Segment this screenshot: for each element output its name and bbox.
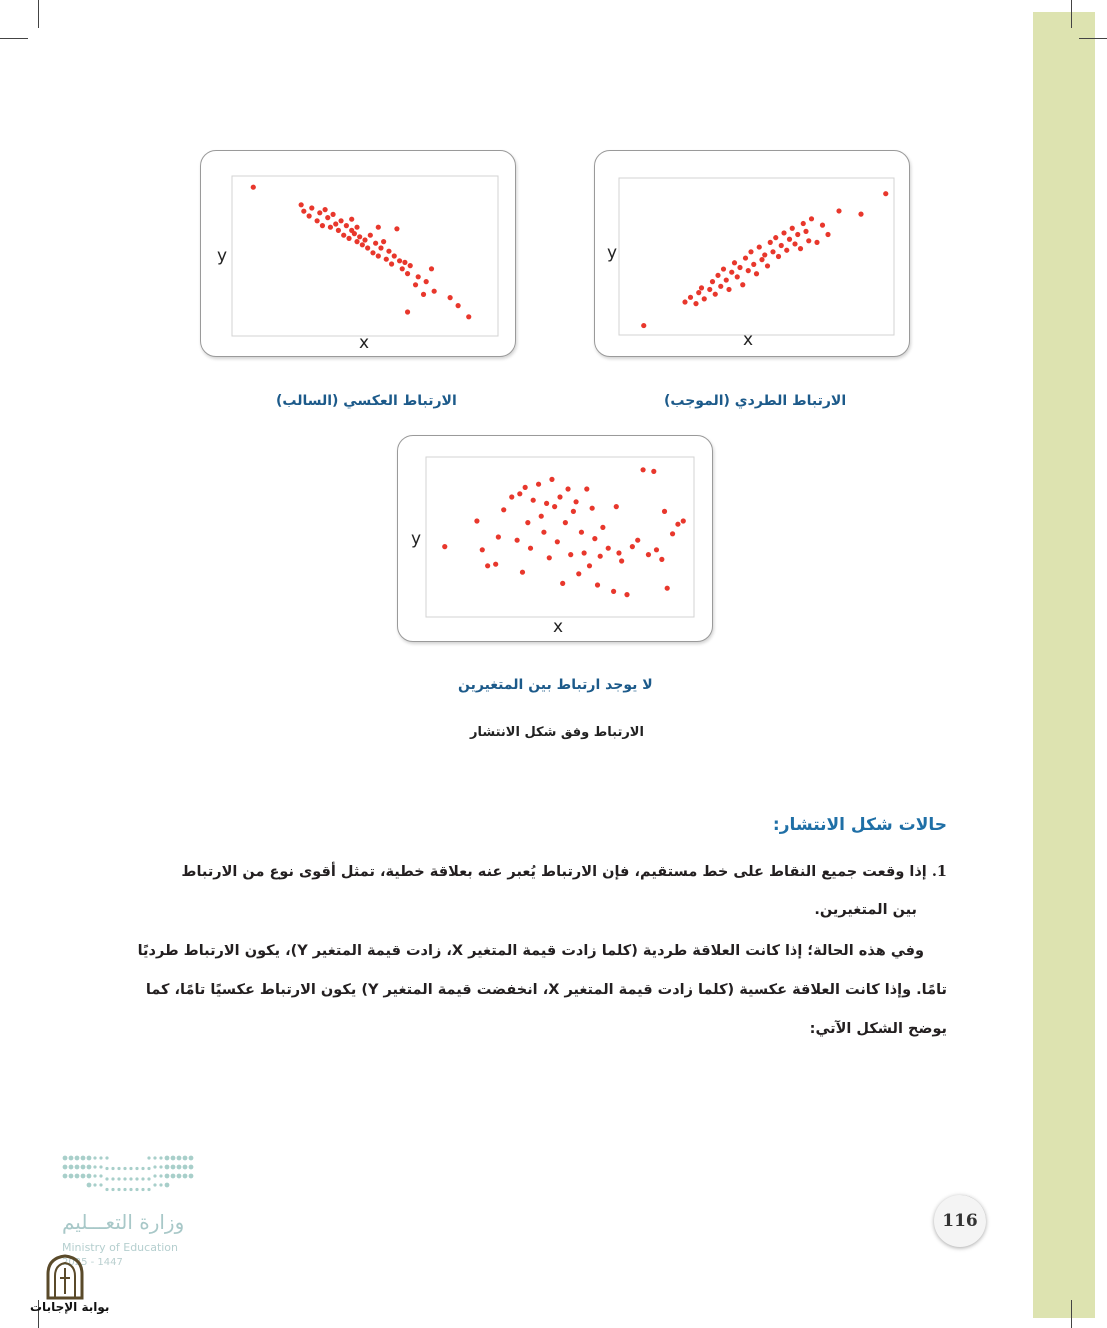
scatter-point [699,285,704,290]
scatter-point [357,234,362,239]
logo-dot [183,1174,188,1179]
scatter-point [787,237,792,242]
scatter-point [836,208,841,213]
scatter-point [338,218,343,223]
scatter-point [568,552,573,557]
logo-dot [63,1156,68,1161]
scatter-point [501,507,506,512]
logo-dot [123,1188,126,1191]
scatter-point [732,260,737,265]
scatter-point [352,231,357,236]
scatter-point [746,268,751,273]
logo-dot [69,1165,74,1170]
scatter-point [820,223,825,228]
scatter-point [814,240,819,245]
scatter-point [737,265,742,270]
plot-frame [426,457,694,617]
logo-dot [189,1156,194,1161]
scatter-point [726,287,731,292]
logo-dot [111,1177,114,1180]
scatter-point [432,289,437,294]
scatter-point [681,518,686,523]
scatter-point [682,299,687,304]
section-heading: حالات شكل الانتشار: [772,815,947,835]
scatter-point [480,547,485,552]
scatter-point [743,255,748,260]
logo-dot [129,1177,132,1180]
logo-dot [117,1177,120,1180]
scatter-point [579,530,584,535]
logo-dot [87,1156,92,1161]
scatter-point [646,552,651,557]
scatter-point [590,506,595,511]
logo-dot [147,1167,150,1170]
logo-dot [87,1165,92,1170]
logo-dot [135,1177,138,1180]
x-axis-label: x [553,617,564,637]
logo-dot [111,1167,114,1170]
scatter-point [806,238,811,243]
scatter-point [781,230,786,235]
y-axis-label: y [411,529,422,549]
scatter-point [315,218,320,223]
scatter-point [779,243,784,248]
scatter-point [693,301,698,306]
paragraph-line-3: يوضح الشكل الآتي: [809,1021,947,1037]
logo-dot [75,1174,80,1179]
logo-dot [93,1183,96,1186]
scatter-point [801,221,806,226]
logo-dot [141,1167,144,1170]
scatter-point [563,520,568,525]
scatter-point [323,207,328,212]
logo-dot [69,1156,74,1161]
scatter-point [713,292,718,297]
scatter-plot-negative [201,151,515,356]
scatter-point [571,509,576,514]
scatter-point [333,221,338,226]
scatter-point [582,550,587,555]
scatter-point [392,253,397,258]
scatter-point [565,486,570,491]
logo-dot [177,1156,182,1161]
scatter-point [474,518,479,523]
logo-dot [123,1177,126,1180]
scatter-point [325,215,330,220]
points-none [442,467,686,597]
logo-dot [105,1156,108,1159]
logo-dot [147,1156,150,1159]
scatter-point [792,241,797,246]
scatter-point [624,592,629,597]
scatter-point [442,544,447,549]
crop-mark [1071,0,1072,28]
scatter-point [301,209,306,214]
scatter-point [344,223,349,228]
scatter-point [715,273,720,278]
caption-negative: الارتباط العكسي (السالب) [276,393,457,409]
scatter-point [592,536,597,541]
scatter-card-negative [200,150,516,357]
logo-dot [81,1174,86,1179]
scatter-point [496,534,501,539]
logo-dot [159,1174,162,1177]
logo-dot [159,1165,162,1168]
scatter-point [790,226,795,231]
scatter-point [552,504,557,509]
crop-mark [0,38,28,39]
scatter-point [389,261,394,266]
scatter-point [309,205,314,210]
scatter-point [768,240,773,245]
scatter-point [386,249,391,254]
logo-dot [189,1165,194,1170]
scatter-point [710,279,715,284]
scatter-point [675,522,680,527]
logo-dot [189,1174,194,1179]
logo-dot [93,1165,96,1168]
scatter-point [770,249,775,254]
scatter-point [707,287,712,292]
page-number: 116 [934,1195,986,1247]
scatter-point [528,546,533,551]
scatter-point [525,520,530,525]
scatter-plot-none [398,436,712,641]
logo-dot [99,1165,102,1168]
scatter-point [614,504,619,509]
logo-dot [153,1165,156,1168]
logo-dot [129,1167,132,1170]
logo-dot [87,1183,92,1188]
scatter-point [485,563,490,568]
scatter-point [702,296,707,301]
scatter-point [368,233,373,238]
list-item-text: إذا وقعت جميع النقاط على خط مستقيم، فإن الارتباط يُعبر عنه بعلاقة خطية، تمثل أقوى نوع من الارتباط [181,864,927,880]
plot-frame [619,178,894,335]
scatter-point [346,236,351,241]
ministry-name-arabic: وزارة التعـــليم [62,1210,185,1234]
scatter-point [635,538,640,543]
y-axis-label: y [217,246,228,266]
scatter-point [378,245,383,250]
scatter-point [397,258,402,263]
logo-dot [171,1156,176,1161]
logo-dot [99,1174,102,1177]
caption-no-correlation: لا يوجد ارتباط بين المتغيرين [458,677,653,693]
scatter-plot-positive [595,151,909,356]
scatter-point [740,282,745,287]
logo-dot [153,1156,156,1159]
logo-dot [117,1167,120,1170]
scatter-point [299,202,304,207]
paragraph-line-2: تامًا. وإذا كانت العلاقة عكسية (كلما زادت قيمة المتغير X، انخفضت قيمة المتغير Y) يكون الارتباط عكسيًا تامًا، كما [145,982,947,998]
logo-dot [99,1156,102,1159]
list-item-1 [181,863,947,880]
logo-dot [153,1174,156,1177]
paragraph-line-1: وفي هذه الحالة؛ إذا كانت العلاقة طردية (كلما زادت قيمة المتغير X، زادت قيمة المتغير Y)، يكون الارتباط طرديًا [137,943,924,959]
logo-dot [63,1165,68,1170]
logo-dot [105,1177,108,1180]
x-axis-label: x [359,333,370,353]
logo-dot [159,1156,162,1159]
scatter-point [773,235,778,240]
scatter-point [394,226,399,231]
scatter-point [798,246,803,251]
scatter-point [328,225,333,230]
crop-mark [1071,1300,1072,1328]
scatter-point [573,499,578,504]
scatter-point [360,242,365,247]
scatter-point [405,271,410,276]
scatter-point [320,223,325,228]
scatter-point [751,262,756,267]
logo-dot [75,1156,80,1161]
logo-dot [105,1188,108,1191]
scatter-point [757,244,762,249]
logo-dot [111,1188,114,1191]
plot-frame [232,176,498,336]
site-logo-icon [44,1254,86,1300]
figure-caption: الارتباط وفق شكل الانتشار [470,725,644,740]
scatter-point [402,260,407,265]
ministry-logo-icon [60,1152,200,1202]
logo-dot [75,1165,80,1170]
list-item-number: 1. [931,863,947,880]
scatter-point [531,498,536,503]
logo-dot [165,1165,170,1170]
scatter-point [555,539,560,544]
logo-dot [141,1188,144,1191]
scatter-point [354,239,359,244]
scatter-point [729,270,734,275]
scatter-point [336,228,341,233]
scatter-point [541,530,546,535]
scatter-point [330,212,335,217]
scatter-point [424,279,429,284]
logo-dot [135,1167,138,1170]
y-axis-label: y [607,243,618,263]
caption-positive: الارتباط الطردي (الموجب) [664,393,847,409]
ministry-year: 2025 - 1447 [62,1257,123,1268]
scatter-point [549,477,554,482]
logo-dot [177,1174,182,1179]
scatter-point [416,274,421,279]
scatter-point [365,245,370,250]
scatter-point [748,249,753,254]
scatter-point [595,582,600,587]
scatter-point [795,232,800,237]
logo-dot [129,1188,132,1191]
logo-dot [165,1174,170,1179]
scatter-point [784,248,789,253]
logo-dot [147,1188,150,1191]
scatter-point [376,253,381,258]
scatter-point [665,586,670,591]
scatter-point [754,271,759,276]
scatter-point [600,525,605,530]
scatter-point [493,562,498,567]
scatter-point [413,282,418,287]
scatter-point [809,216,814,221]
logo-dot [105,1167,108,1170]
scatter-point [362,237,367,242]
logo-dot [81,1165,86,1170]
scatter-point [307,213,312,218]
scatter-point [354,225,359,230]
points-positive [641,191,888,328]
scatter-point [762,252,767,257]
scatter-point [251,185,256,190]
side-strip [1033,12,1095,1318]
logo-dot [99,1183,102,1186]
scatter-point [341,233,346,238]
scatter-point [456,303,461,308]
scatter-point [803,229,808,234]
scatter-point [883,191,888,196]
scatter-point [630,544,635,549]
scatter-point [539,514,544,519]
scatter-point [688,295,693,300]
logo-dot [153,1183,156,1186]
scatter-point [776,254,781,259]
scatter-point [724,277,729,282]
x-axis-label: x [743,330,754,350]
scatter-point [349,217,354,222]
scatter-point [429,266,434,271]
scatter-card-positive [594,150,910,357]
logo-dot [63,1174,68,1179]
scatter-card-none [397,435,713,642]
logo-dot [183,1156,188,1161]
scatter-point [858,212,863,217]
scatter-point [735,274,740,279]
scatter-point [523,485,528,490]
site-label: بوابة الإجابات [30,1300,110,1314]
logo-dot [69,1174,74,1179]
scatter-point [448,295,453,300]
scatter-point [718,284,723,289]
scatter-point [400,266,405,271]
logo-dot [171,1174,176,1179]
points-negative [251,185,472,320]
scatter-point [370,250,375,255]
scatter-point [466,314,471,319]
scatter-point [515,538,520,543]
scatter-point [584,486,589,491]
scatter-point [662,509,667,514]
scatter-point [381,239,386,244]
logo-dot [183,1165,188,1170]
scatter-point [520,570,525,575]
scatter-point [721,266,726,271]
logo-dot [165,1156,170,1161]
scatter-point [606,546,611,551]
scatter-point [670,531,675,536]
logo-dot [177,1165,182,1170]
scatter-point [421,292,426,297]
scatter-point [825,232,830,237]
scatter-point [384,257,389,262]
scatter-point [616,550,621,555]
scatter-point [619,558,624,563]
logo-dot [159,1183,162,1186]
list-item-1-continued: بين المتغيرين. [814,902,917,918]
scatter-point [317,210,322,215]
logo-dot [81,1156,86,1161]
logo-dot [123,1167,126,1170]
scatter-point [611,589,616,594]
scatter-point [517,491,522,496]
scatter-point [536,482,541,487]
crop-mark [1079,38,1107,39]
scatter-point [405,309,410,314]
ministry-name-english: Ministry of Education [62,1241,179,1254]
scatter-point [544,501,549,506]
scatter-point [509,494,514,499]
scatter-point [759,257,764,262]
scatter-point [696,290,701,295]
logo-dot [171,1165,176,1170]
scatter-point [765,263,770,268]
logo-dot [93,1156,96,1159]
scatter-point [659,557,664,562]
scatter-point [557,494,562,499]
scatter-point [654,547,659,552]
scatter-point [547,555,552,560]
logo-dot [141,1177,144,1180]
scatter-point [376,225,381,230]
logo-dot [165,1183,170,1188]
logo-dot [93,1174,96,1177]
scatter-point [373,241,378,246]
logo-dot [117,1188,120,1191]
scatter-point [587,563,592,568]
scatter-point [640,467,645,472]
logo-dot [147,1177,150,1180]
crop-mark [38,0,39,28]
scatter-point [560,581,565,586]
scatter-point [651,469,656,474]
scatter-point [641,323,646,328]
scatter-point [598,554,603,559]
logo-dot [135,1188,138,1191]
scatter-point [576,571,581,576]
logo-dot [87,1174,92,1179]
scatter-point [408,263,413,268]
